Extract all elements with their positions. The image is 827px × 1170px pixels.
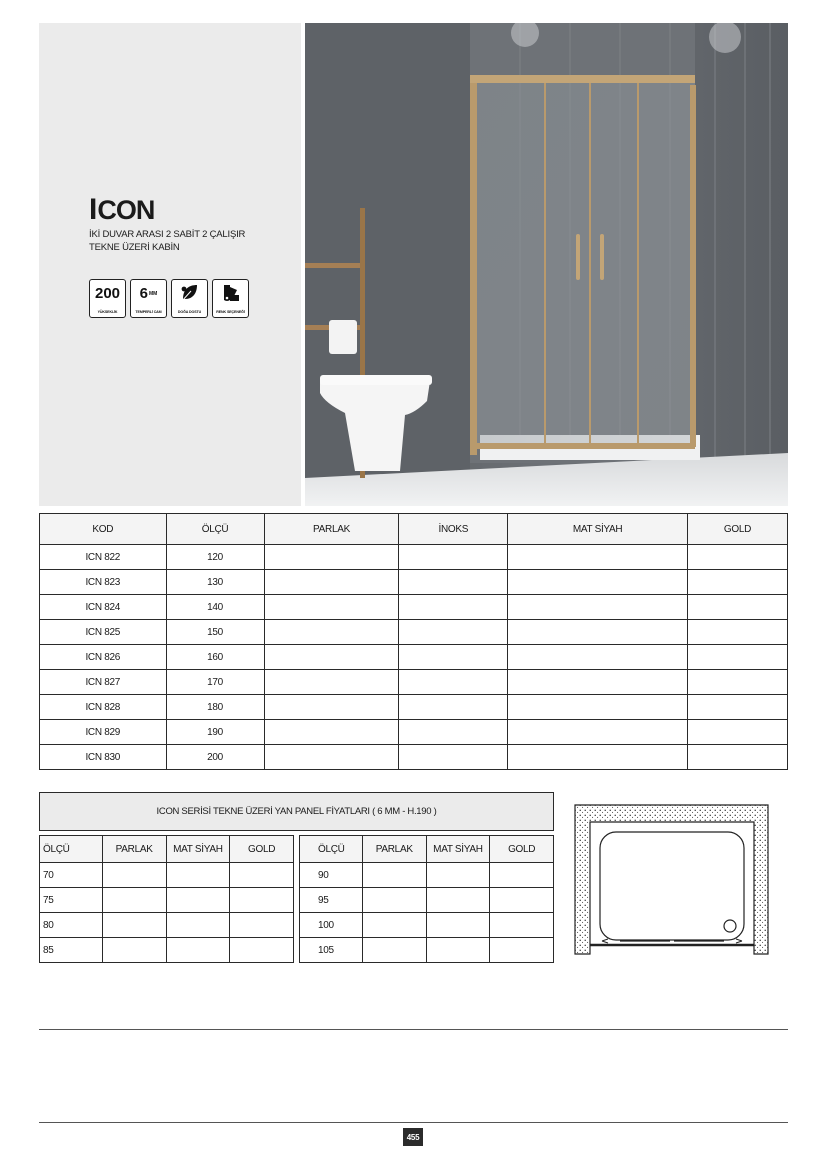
kod-cell: ICN 830 [40, 745, 167, 770]
eco-caption: DOĞA DOSTU [177, 310, 202, 314]
table-row [40, 913, 294, 938]
olcu-cell: 80 [40, 913, 103, 938]
table-row [300, 888, 554, 913]
price-cell [399, 570, 508, 595]
header-olcu: ÖLÇÜ [300, 836, 363, 863]
header-gold: GOLD [687, 514, 787, 545]
price-cell [102, 938, 166, 963]
color-caption: RENK SEÇENEĞİ [216, 310, 245, 314]
kod-cell: ICN 829 [40, 720, 167, 745]
divider-line [39, 1122, 788, 1123]
olcu-cell: 160 [166, 645, 264, 670]
table-row [300, 913, 554, 938]
olcu-cell: 70 [40, 863, 103, 888]
kod-cell: ICN 827 [40, 670, 167, 695]
table-row [40, 888, 294, 913]
table-header-row [300, 836, 554, 863]
table-row [40, 645, 788, 670]
table-row [40, 745, 788, 770]
kod-cell: ICN 822 [40, 545, 167, 570]
product-photo [305, 23, 788, 506]
price-cell [490, 863, 554, 888]
price-cell [264, 695, 399, 720]
price-cell [426, 888, 490, 913]
header-gold: GOLD [490, 836, 554, 863]
price-cell [264, 545, 399, 570]
price-cell [426, 938, 490, 963]
height-200-icon [89, 279, 126, 318]
price-cell [362, 913, 426, 938]
eco-leaf-icon [171, 279, 208, 318]
height-caption: YÜKSEKLİK [97, 310, 118, 314]
price-cell [687, 670, 787, 695]
product-subtitle [89, 228, 289, 254]
olcu-cell: 105 [300, 938, 363, 963]
subtitle-line-2: TEKNE ÜZERİ KABİN [89, 242, 180, 253]
cabin-plan-icon [574, 804, 769, 956]
price-cell [490, 913, 554, 938]
olcu-cell: 150 [166, 620, 264, 645]
kod-cell: ICN 823 [40, 570, 167, 595]
floor-plan-diagram [574, 804, 769, 956]
header-mat-siyah: MAT SİYAH [166, 836, 230, 863]
olcu-cell: 140 [166, 595, 264, 620]
price-cell [230, 888, 294, 913]
kod-cell: ICN 825 [40, 620, 167, 645]
header-mat-siyah: MAT SİYAH [508, 514, 688, 545]
table-row [300, 863, 554, 888]
shower-cabin-illustration [305, 23, 788, 506]
table-row [40, 720, 788, 745]
product-info-panel [39, 23, 301, 506]
price-cell [264, 620, 399, 645]
table-row [40, 545, 788, 570]
price-cell [264, 595, 399, 620]
price-cell [230, 938, 294, 963]
header-olcu: ÖLÇÜ [166, 514, 264, 545]
price-cell [102, 913, 166, 938]
table-row [40, 595, 788, 620]
price-cell [426, 863, 490, 888]
color-palette-icon [212, 279, 249, 318]
main-price-table [39, 513, 788, 770]
price-cell [508, 645, 688, 670]
header-parlak: PARLAK [102, 836, 166, 863]
price-cell [102, 888, 166, 913]
olcu-cell: 90 [300, 863, 363, 888]
price-cell [230, 913, 294, 938]
price-cell [508, 745, 688, 770]
price-cell [399, 620, 508, 645]
header-mat-siyah: MAT SİYAH [426, 836, 490, 863]
price-cell [687, 620, 787, 645]
price-cell [508, 595, 688, 620]
olcu-cell: 120 [166, 545, 264, 570]
price-cell [102, 863, 166, 888]
price-cell [399, 670, 508, 695]
table-row [40, 570, 788, 595]
price-cell [687, 745, 787, 770]
glass-thickness-value: 6 [139, 285, 148, 302]
side-panel-table-right [299, 835, 554, 963]
price-cell [264, 720, 399, 745]
header-inoks: İNOKS [399, 514, 508, 545]
olcu-cell: 180 [166, 695, 264, 720]
olcu-cell: 100 [300, 913, 363, 938]
height-value: 200 [94, 285, 121, 302]
table-row [40, 863, 294, 888]
table-row [40, 620, 788, 645]
divider-line [39, 1029, 788, 1030]
glass-6mm-icon [130, 279, 167, 318]
price-cell [264, 645, 399, 670]
kod-cell: ICN 824 [40, 595, 167, 620]
table-row [40, 670, 788, 695]
price-cell [508, 720, 688, 745]
price-cell [687, 595, 787, 620]
table-header-row [40, 836, 294, 863]
price-cell [687, 720, 787, 745]
price-cell [508, 695, 688, 720]
price-cell [508, 670, 688, 695]
glass-caption: TEMPERLİ CAM [135, 310, 162, 314]
header-gold: GOLD [230, 836, 294, 863]
price-cell [508, 570, 688, 595]
price-cell [362, 863, 426, 888]
table-row [40, 938, 294, 963]
price-cell [264, 670, 399, 695]
header-kod: KOD [40, 514, 167, 545]
price-cell [399, 595, 508, 620]
olcu-cell: 190 [166, 720, 264, 745]
price-cell [399, 695, 508, 720]
olcu-cell: 170 [166, 670, 264, 695]
price-cell [264, 745, 399, 770]
price-cell [230, 863, 294, 888]
table-row [300, 938, 554, 963]
price-cell [399, 545, 508, 570]
page-number: 455 [403, 1128, 423, 1146]
price-cell [362, 938, 426, 963]
price-cell [166, 888, 230, 913]
price-cell [687, 545, 787, 570]
price-cell [687, 645, 787, 670]
olcu-cell: 75 [40, 888, 103, 913]
olcu-cell: 200 [166, 745, 264, 770]
olcu-cell: 95 [300, 888, 363, 913]
price-cell [426, 913, 490, 938]
kod-cell: ICN 828 [40, 695, 167, 720]
price-cell [687, 695, 787, 720]
subtitle-line-1: İKİ DUVAR ARASI 2 SABİT 2 ÇALIŞIR [89, 229, 246, 240]
price-cell [166, 863, 230, 888]
table-row [40, 695, 788, 720]
price-cell [490, 888, 554, 913]
header-olcu: ÖLÇÜ [40, 836, 103, 863]
price-cell [166, 938, 230, 963]
side-panel-table-left [39, 835, 294, 963]
feature-icons [89, 279, 249, 318]
header-parlak: PARLAK [362, 836, 426, 863]
product-title: ICON [89, 193, 155, 226]
color-swatch-icon [220, 283, 242, 303]
price-cell [508, 620, 688, 645]
table-header-row [40, 514, 788, 545]
leaf-icon [179, 283, 201, 303]
price-cell [264, 570, 399, 595]
header-parlak: PARLAK [264, 514, 399, 545]
glass-thickness-unit: MM [149, 291, 158, 297]
price-cell [687, 570, 787, 595]
olcu-cell: 85 [40, 938, 103, 963]
price-cell [508, 545, 688, 570]
price-cell [399, 745, 508, 770]
price-cell [362, 888, 426, 913]
price-cell [399, 720, 508, 745]
price-cell [166, 913, 230, 938]
olcu-cell: 130 [166, 570, 264, 595]
price-cell [490, 938, 554, 963]
side-panel-heading: ICON SERİSİ TEKNE ÜZERİ YAN PANEL FİYATLARI ( 6 MM - H.190 ) [39, 792, 554, 831]
price-cell [399, 645, 508, 670]
kod-cell: ICN 826 [40, 645, 167, 670]
